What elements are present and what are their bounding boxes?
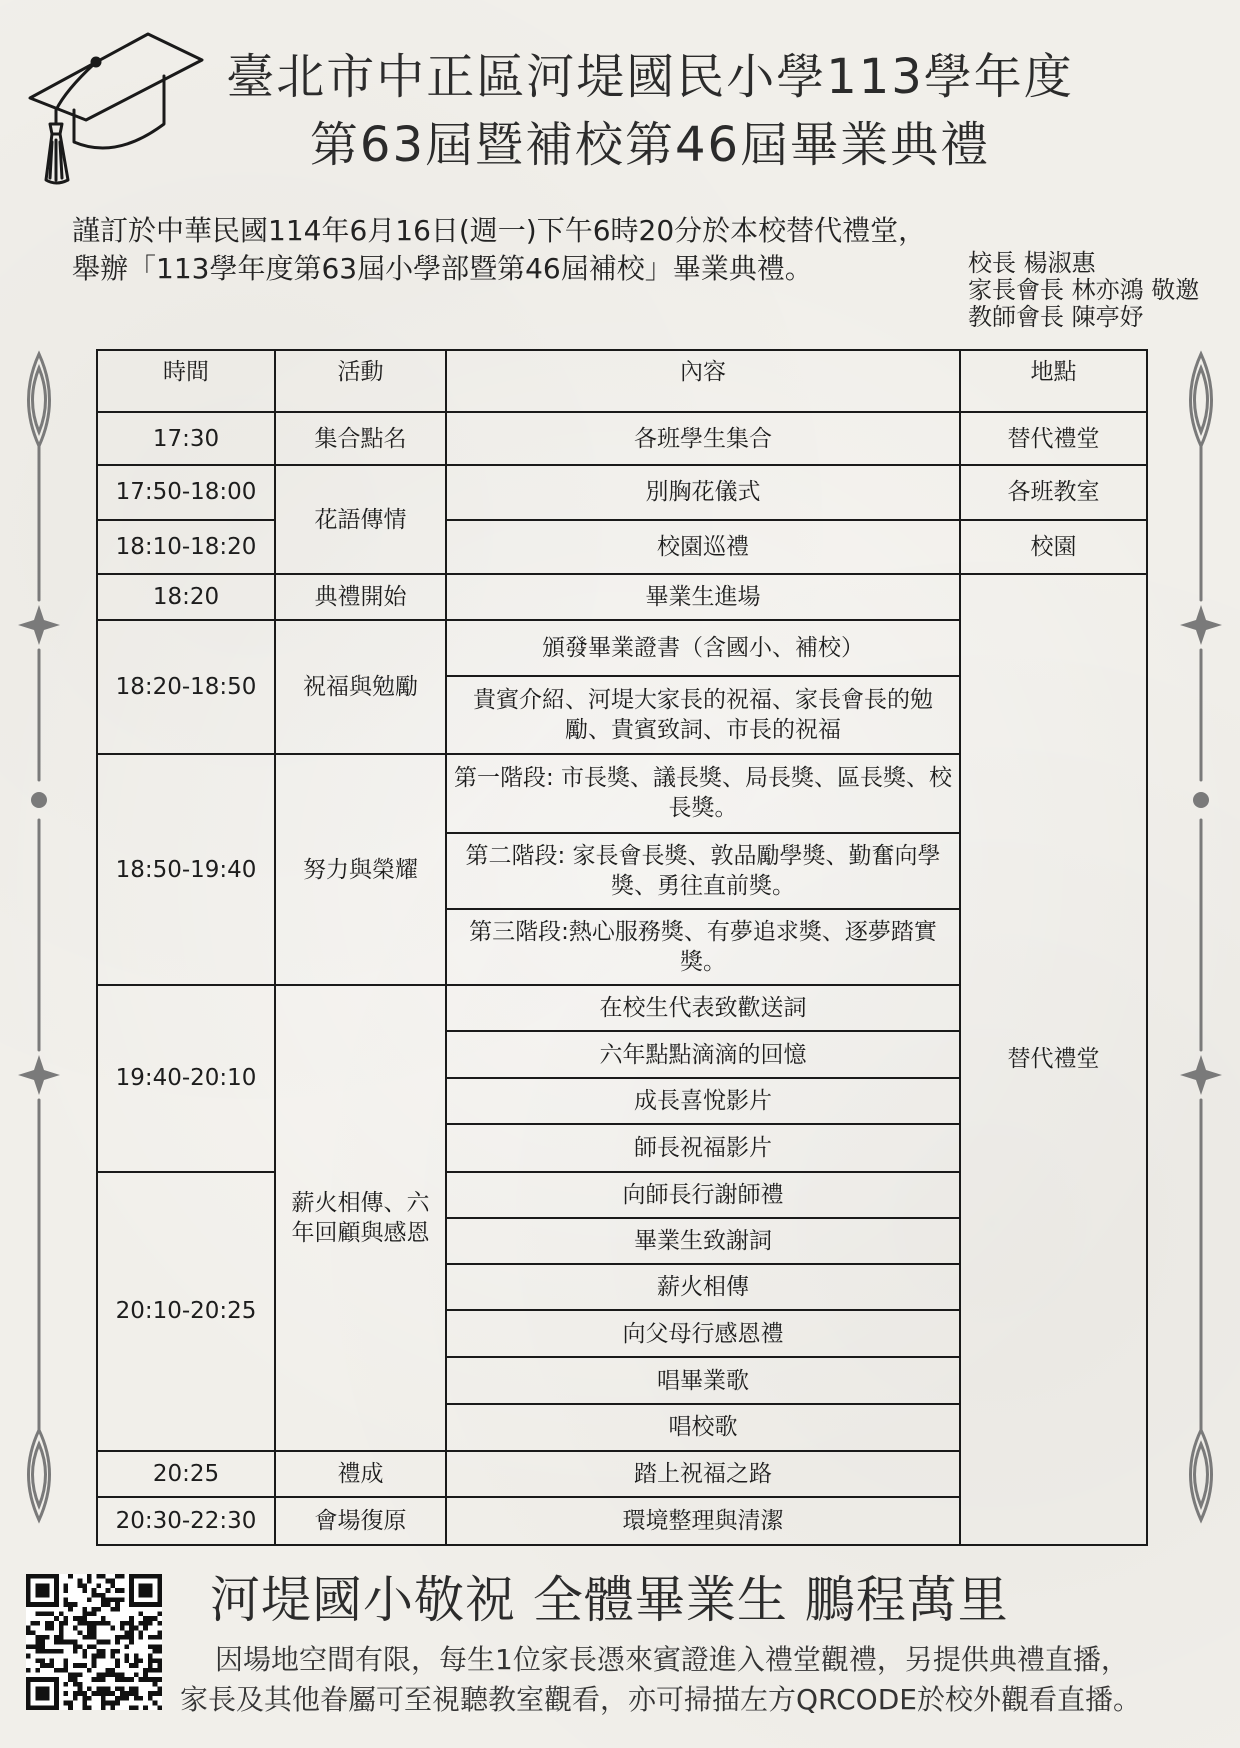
activity-cell: 集合點名 <box>275 412 446 465</box>
place-cell: 替代禮堂 <box>960 412 1147 465</box>
content-cell: 在校生代表致歡送詞 <box>446 985 960 1031</box>
time-cell: 20:10-20:25 <box>97 1172 275 1451</box>
content-cell: 六年點點滴滴的回憶 <box>446 1031 960 1078</box>
signature-principal: 校長 楊淑惠 <box>968 249 1096 277</box>
content-cell: 別胸花儀式 <box>446 465 960 519</box>
content-cell: 成長喜悅影片 <box>446 1078 960 1124</box>
place-cell: 替代禮堂 <box>960 574 1147 1545</box>
content-cell: 頒發畢業證書（含國小、補校） <box>446 620 960 676</box>
invitation-text: 謹訂於中華民國114年6月16日(週一)下午6時20分於本校替代禮堂，舉辦「113學年度第63屆小學部暨第46屆補校」畢業典禮。 <box>72 214 927 285</box>
content-cell: 向師長行謝師禮 <box>446 1172 960 1218</box>
content-cell: 師長祝福影片 <box>446 1124 960 1171</box>
time-cell: 20:25 <box>97 1451 275 1497</box>
content-cell: 貴賓介紹、河堤大家長的祝福、家長會長的勉勵、貴賓致詞、市長的祝福 <box>446 676 960 754</box>
right-ornament-icon <box>1176 350 1226 1530</box>
qr-code-icon[interactable] <box>26 1574 162 1710</box>
content-cell: 薪火相傳 <box>446 1264 960 1310</box>
content-cell: 踏上祝福之路 <box>446 1451 960 1497</box>
signature-teacher-union-president: 教師會長 陳亭妤 <box>968 303 1144 331</box>
content-cell: 唱畢業歌 <box>446 1357 960 1404</box>
content-cell: 畢業生進場 <box>446 574 960 620</box>
time-cell: 20:30-22:30 <box>97 1497 275 1545</box>
time-cell: 18:20 <box>97 574 275 620</box>
signatures <box>968 250 1199 331</box>
content-cell: 第一階段: 市長獎、議長獎、局長獎、區長獎、校長獎。 <box>446 754 960 832</box>
table-row <box>97 520 1147 574</box>
header-place: 地點 <box>960 350 1147 412</box>
schedule-table <box>96 349 1148 1546</box>
content-cell: 唱校歌 <box>446 1404 960 1450</box>
content-cell: 各班學生集合 <box>446 412 960 465</box>
place-cell: 校園 <box>960 520 1147 574</box>
header-content: 內容 <box>446 350 960 412</box>
viewing-note <box>180 1640 1180 1720</box>
activity-cell: 會場復原 <box>275 1497 446 1545</box>
content-cell: 向父母行感恩禮 <box>446 1310 960 1357</box>
header-activity: 活動 <box>275 350 446 412</box>
viewing-note-line-1: 因場地空間有限，每生1位家長憑來賓證進入禮堂觀禮，另提供典禮直播， <box>215 1643 1129 1676</box>
title-line-1: 臺北市中正區河堤國民小學113學年度 <box>226 49 1074 105</box>
left-ornament-icon <box>14 350 64 1530</box>
time-cell: 18:20-18:50 <box>97 620 275 754</box>
activity-cell: 花語傳情 <box>275 465 446 573</box>
table-row <box>97 465 1147 519</box>
activity-cell: 典禮開始 <box>275 574 446 620</box>
time-cell: 17:50-18:00 <box>97 465 275 519</box>
signature-pta-president: 家長會長 林亦鴻 敬邀 <box>968 276 1200 304</box>
content-cell: 畢業生致謝詞 <box>446 1218 960 1264</box>
time-cell: 17:30 <box>97 412 275 465</box>
time-cell: 19:40-20:10 <box>97 985 275 1172</box>
header-time: 時間 <box>97 350 275 412</box>
viewing-note-line-2: 家長及其他眷屬可至視聽教室觀看，亦可掃描左方QRCODE於校外觀看直播。 <box>180 1683 1141 1716</box>
title-line-2: 第63屆暨補校第46屆畢業典禮 <box>309 117 991 173</box>
activity-cell: 努力與榮耀 <box>275 754 446 985</box>
graduation-cap-icon <box>26 20 206 190</box>
closing-message: 河堤國小敬祝 全體畢業生 鵬程萬里 <box>210 1571 1009 1629</box>
content-cell: 環境整理與清潔 <box>446 1497 960 1545</box>
table-row <box>97 574 1147 620</box>
content-cell: 第三階段:熱心服務獎、有夢追求獎、逐夢踏實獎。 <box>446 909 960 985</box>
content-cell: 第二階段: 家長會長獎、敦品勵學獎、勤奮向學獎、勇往直前獎。 <box>446 833 960 909</box>
table-header-row <box>97 350 1147 412</box>
activity-cell: 禮成 <box>275 1451 446 1497</box>
table-row <box>97 412 1147 465</box>
place-cell: 各班教室 <box>960 465 1147 519</box>
time-cell: 18:50-19:40 <box>97 754 275 985</box>
content-cell: 校園巡禮 <box>446 520 960 574</box>
activity-cell: 祝福與勉勵 <box>275 620 446 754</box>
activity-cell: 薪火相傳、六年回顧與感恩 <box>275 985 446 1450</box>
time-cell: 18:10-18:20 <box>97 520 275 574</box>
